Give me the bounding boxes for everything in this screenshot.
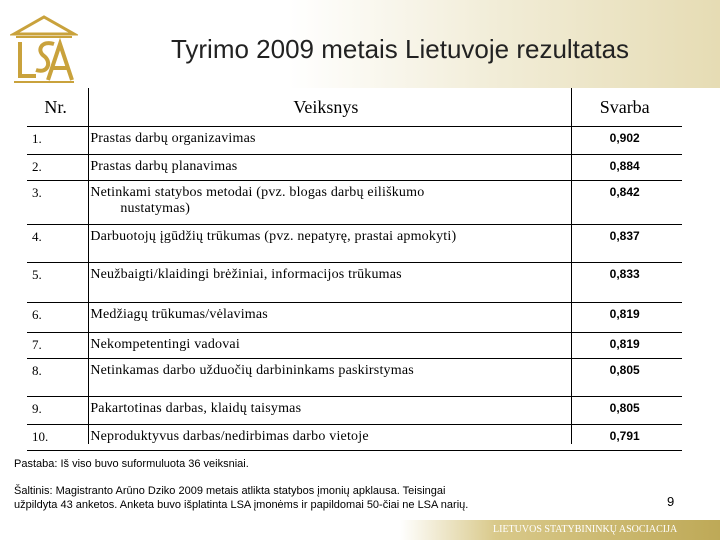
row-value: 0,819: [567, 333, 682, 359]
lsa-logo-icon: [10, 14, 78, 88]
row-factor: [84, 425, 567, 451]
table-note: Pastaba: Iš viso buvo suformuluota 36 veiksniai.: [14, 458, 249, 470]
row-factor: [84, 397, 567, 425]
row-number: 9.: [27, 397, 84, 425]
row-value: 0,819: [567, 303, 682, 333]
row-value: 0,837: [567, 225, 682, 263]
row-number: 5.: [27, 263, 84, 303]
row-number: 7.: [27, 333, 84, 359]
page-title: Tyrimo 2009 metais Lietuvoje rezultatas: [170, 34, 630, 64]
source-line-1: Šaltinis: Magistranto Arūno Dziko 2009 metais atlikta statybos įmonių apklausa. Teisingai: [14, 485, 446, 497]
source-line-2: užpildyta 43 anketos. Anketa buvo išplatinta LSA įmonėms ir papildomai 50-čiai ne LSA narių.: [14, 499, 469, 511]
row-value: 0,884: [567, 155, 682, 181]
table-row: [27, 425, 682, 451]
row-number: 1.: [27, 127, 84, 155]
row-value: 0,833: [567, 263, 682, 303]
table-row: [27, 397, 682, 425]
results-table: [27, 88, 682, 451]
row-factor: [84, 127, 567, 155]
factor-text: Nekompetentingi vadovai: [90, 337, 240, 352]
factor-text: Prastas darbų organizavimas: [90, 131, 256, 146]
table-row: [27, 263, 682, 303]
header-factor: Veiksnys: [84, 88, 567, 127]
row-value: 0,791: [567, 425, 682, 451]
table-header-row: [27, 88, 682, 127]
row-factor: [84, 181, 567, 225]
row-factor: [84, 263, 567, 303]
header-value: Svarba: [567, 88, 682, 127]
row-number: 8.: [27, 359, 84, 397]
source-text: [14, 484, 534, 512]
factor-text: Pakartotinas darbas, klaidų taisymas: [90, 401, 302, 416]
factor-text-continued: nustatymas): [120, 201, 191, 216]
factor-text: Netinkami statybos metodai (pvz. blogas darbų eiliškumo: [90, 185, 425, 200]
row-factor: [84, 359, 567, 397]
row-number: 10.: [27, 425, 84, 451]
row-factor: [84, 155, 567, 181]
row-factor: [84, 225, 567, 263]
table-row: [27, 225, 682, 263]
row-factor: [84, 303, 567, 333]
footer-organization: LIETUVOS STATYBININKŲ ASOCIACIJA: [493, 524, 678, 535]
header-nr: Nr.: [27, 88, 84, 127]
row-value: 0,805: [567, 359, 682, 397]
row-value: 0,902: [567, 127, 682, 155]
table-row: [27, 127, 682, 155]
table-row: [27, 155, 682, 181]
table-row: [27, 359, 682, 397]
row-number: 3.: [27, 181, 84, 225]
factor-text: Neužbaigti/klaidingi brėžiniai, informacijos trūkumas: [90, 267, 402, 282]
table-row: [27, 181, 682, 225]
row-number: 2.: [27, 155, 84, 181]
page-number: 9: [667, 494, 675, 509]
factor-text: Darbuotojų įgūdžių trūkumas (pvz. nepatyrę, prastai apmokyti): [90, 229, 457, 244]
factor-text: Neproduktyvus darbas/nedirbimas darbo vietoje: [90, 429, 369, 444]
table-row: [27, 333, 682, 359]
table-divider-right: [571, 88, 572, 444]
table-row: [27, 303, 682, 333]
factor-text: Medžiagų trūkumas/vėlavimas: [90, 307, 268, 322]
row-value: 0,842: [567, 181, 682, 225]
row-number: 4.: [27, 225, 84, 263]
factor-text: Prastas darbų planavimas: [90, 159, 238, 174]
factor-text: Netinkamas darbo užduočių darbininkams paskirstymas: [90, 363, 414, 378]
row-number: 6.: [27, 303, 84, 333]
row-value: 0,805: [567, 397, 682, 425]
table-divider-left: [88, 88, 89, 444]
row-factor: [84, 333, 567, 359]
